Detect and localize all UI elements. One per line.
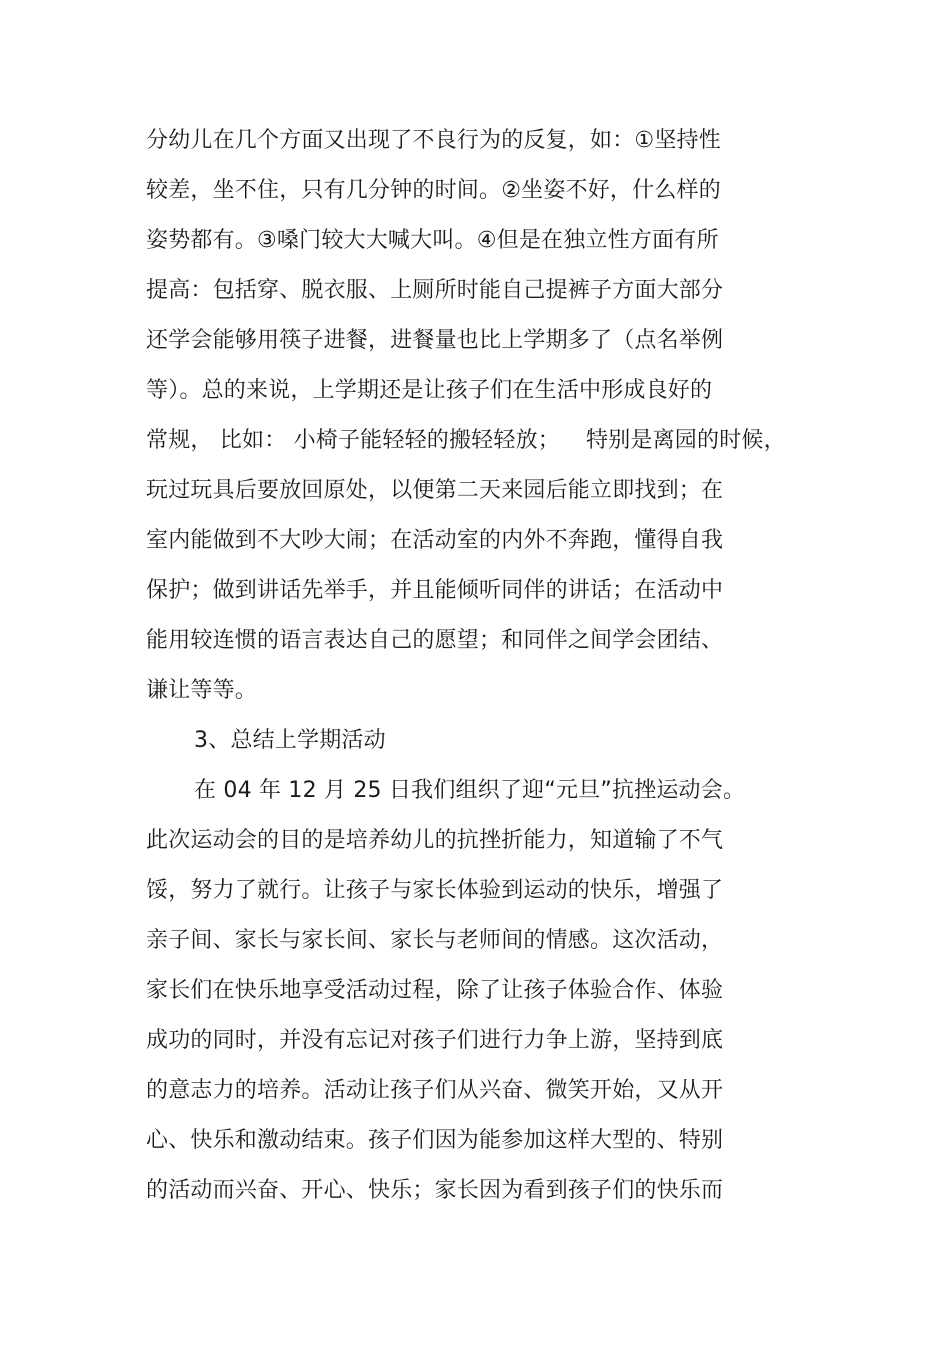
text-line — [146, 416, 826, 466]
text-line: 馁，努力了就行。让孩子与家长体验到运动的快乐，增强了 — [146, 878, 724, 903]
text-line: 室内能做到不大吵大闹；在活动室的内外不奔跑，懂得自我 — [146, 528, 724, 553]
text-segment: 特别是离园的时候， — [586, 428, 786, 453]
text-line: 家长们在快乐地享受活动过程，除了让孩子体验合作、体验 — [146, 978, 724, 1003]
text-line: 亲子间、家长与家长间、家长与老师间的情感。这次活动， — [146, 928, 724, 953]
text-line: 提高：包括穿、脱衣服、上厕所时能自己提裤子方面大部分 — [146, 278, 724, 303]
text-line: 等）。总的来说，上学期还是让孩子们在生活中形成良好的 — [146, 378, 713, 403]
text-line: 的活动而兴奋、开心、快乐；家长因为看到孩子们的快乐而 — [146, 1178, 724, 1203]
text-line: 成功的同时，并没有忘记对孩子们进行力争上游，坚持到底 — [146, 1028, 724, 1053]
text-line: 姿势都有。③嗓门较大大喊大叫。④但是在独立性方面有所 — [146, 228, 719, 253]
text-line: 还学会能够用筷子进餐，进餐量也比上学期多了（点名举例 — [146, 328, 724, 353]
body-text — [146, 116, 826, 1216]
text-segment: 常规， 比如： 小椅子能轻轻的搬轻轻放； — [146, 428, 560, 453]
text-line: 谦让等等。 — [146, 678, 258, 703]
text-line: 较差，坐不住，只有几分钟的时间。②坐姿不好，什么样的 — [146, 178, 721, 203]
text-line: 分幼儿在几个方面又出现了不良行为的反复，如：①坚持性 — [146, 128, 721, 153]
text-line: 保护；做到讲话先举手，并且能倾听同伴的讲话；在活动中 — [146, 578, 724, 603]
text-line: 能用较连惯的语言表达自己的愿望；和同伴之间学会团结、 — [146, 628, 724, 653]
text-line: 玩过玩具后要放回原处，以便第二天来园后能立即找到；在 — [146, 478, 724, 503]
text-line: 在 04 年 12 月 25 日我们组织了迎“元旦”抗挫运动会。 — [194, 778, 746, 803]
text-line: 的意志力的培养。活动让孩子们从兴奋、微笑开始，又从开 — [146, 1078, 724, 1103]
section-heading: 3、总结上学期活动 — [194, 728, 386, 753]
text-line: 此次运动会的目的是培养幼儿的抗挫折能力，知道输了不气 — [146, 828, 724, 853]
text-line: 心、快乐和激动结束。孩子们因为能参加这样大型的、特别 — [146, 1128, 724, 1153]
